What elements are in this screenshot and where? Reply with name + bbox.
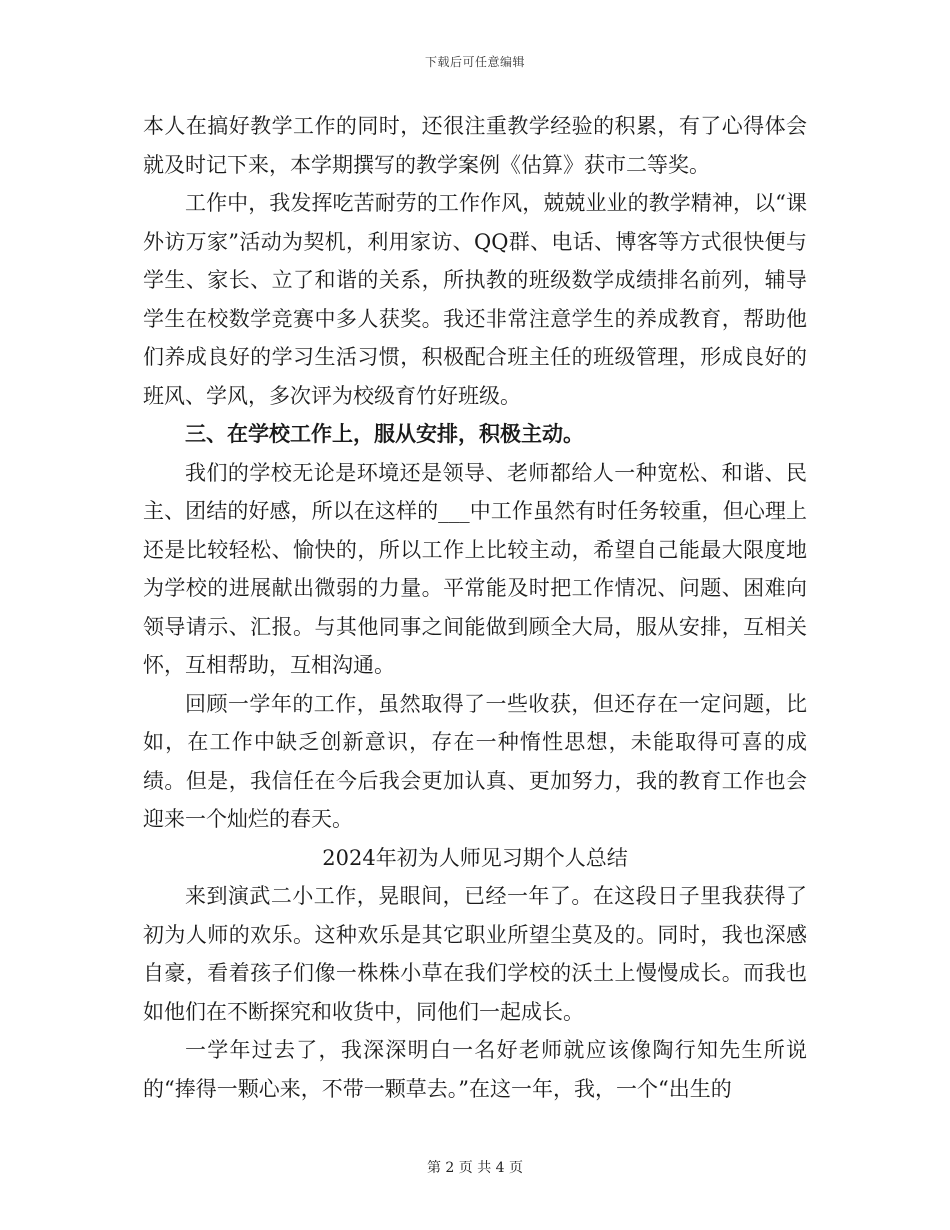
page-number: 第 2 页 共 4 页 (426, 1160, 524, 1176)
document-body (143, 107, 807, 1108)
paragraph-4: 回顾一学年的工作，虽然取得了一些收获，但还存在一定问题，比如，在工作中缺乏创新意识，存在一种惰性思想，未能取得可喜的成绩。但是，我信任在今后我会更加认真、更加努力，我的教育工作也会迎来一个灿烂的春天。 (143, 691, 807, 831)
paragraph-1: 本人在搞好教学工作的同时，还很注重教学经验的积累，有了心得体会就及时记下来，本学期撰写的教学案例《估算》获市二等奖。 (143, 114, 807, 177)
page-header-note: 下载后可任意编辑 (424, 55, 525, 69)
paragraph-2: 工作中，我发挥吃苦耐劳的工作作风，兢兢业业的教学精神，以“课外访万家”活动为契机，利用家访、QQ群、电话、博客等方式很快便与学生、家长、立了和谐的关系，所执教的班级数学成绩排名前列，辅导学生在校数学竞赛中多人获奖。我还非常注意学生的养成教育，帮助他们养成良好的学习生活习惯，积极配合班主任的班级管理，形成良好的班风、学风，多次评为校级育竹好班级。 (143, 191, 807, 408)
document-title: 2024年初为人师见习期个人总结 (322, 845, 628, 870)
paragraph-3: 我们的学校无论是环境还是领导、老师都给人一种宽松、和谐、民主、团结的好感，所以在这样的___中工作虽然有时任务较重，但心理上还是比较轻松、愉快的，所以工作上比较主动，希望自己能最大限度地为学校的进展献出微弱的力量。平常能及时把工作情况、问题、困难向领导请示、汇报。与其他同事之间能做到顾全大局，服从安排，互相关怀，互相帮助，互相沟通。 (143, 460, 807, 677)
paragraph-6: 一学年过去了，我深深明白一名好老师就应该像陶行知先生所说的“捧得一颗心来，不带一颗草去。”在这一年，我，一个“出生的 (143, 1038, 807, 1101)
paragraph-5: 来到演武二小工作，晃眼间，已经一年了。在这段日子里我获得了初为人师的欢乐。这种欢乐是其它职业所望尘莫及的。同时，我也深感自豪，看着孩子们像一株株小草在我们学校的沃土上慢慢成长。而我也如他们在不断探究和收货中，同他们一起成长。 (143, 884, 807, 1024)
section-heading-3: 三、在学校工作上，服从安排，积极主动。 (185, 421, 584, 446)
